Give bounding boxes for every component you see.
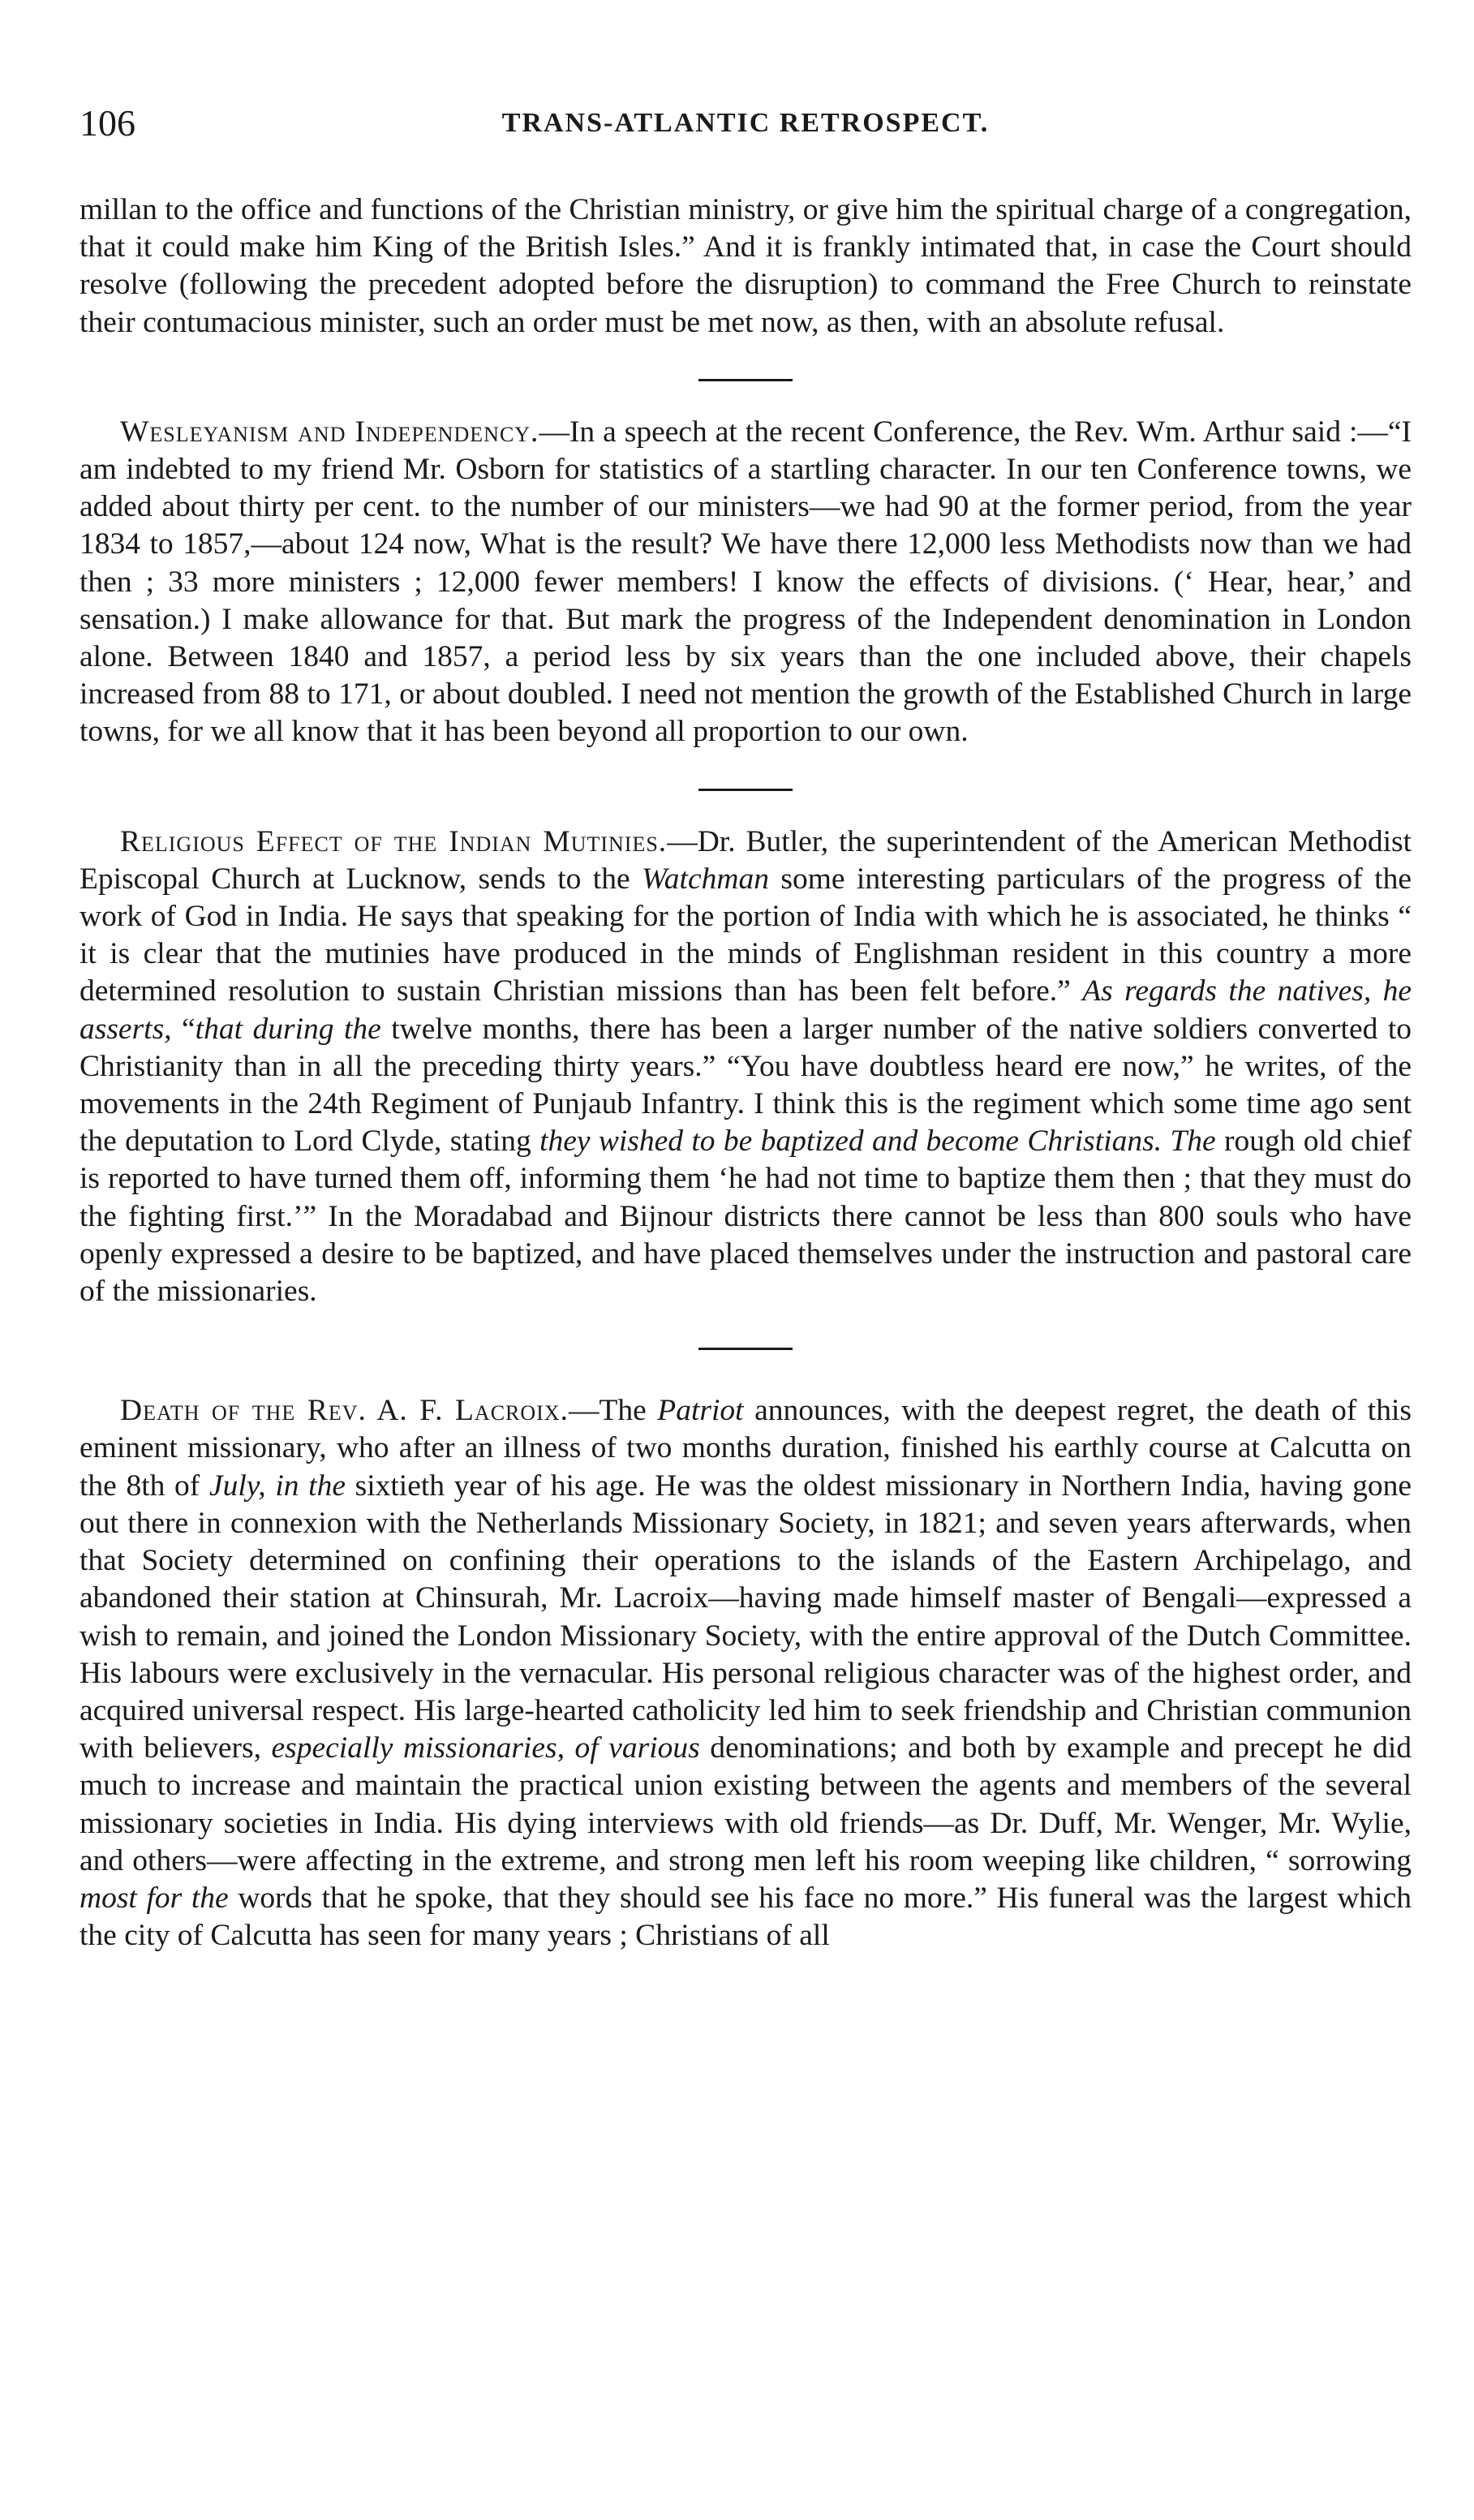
mutinies-italic-3: they wished to be baptized and become Christians. The xyxy=(539,1125,1216,1159)
mutinies-text-e: rough old chief is reported to have turned them off, informing them ‘he had not time to baptize them then ; that they must do the fighting first.’” In the Moradabad and Bijnour districts there cannot be less than 800 souls who have openly expressed a desire to be baptized, and have placed themselves under the instruction and pastoral care of the missionaries. xyxy=(80,1125,1412,1309)
lacroix-july: July, in the xyxy=(208,1469,346,1503)
mutinies-italic-2: that during the xyxy=(195,1012,381,1046)
page-header xyxy=(80,99,1412,148)
lacroix-paragraph xyxy=(80,1392,1412,1955)
section-divider xyxy=(698,1348,793,1350)
lacroix-text-e: words that he spoke, that they should see his face no more.” His funeral was the largest which the city of Calcutta has seen for many years ; Christians of all xyxy=(80,1881,1412,1953)
lacroix-heading: Death of the Rev. A. F. Lacroix. xyxy=(120,1394,569,1428)
lacroix-text-b: announces, with the deepest regret, the death of this eminent missionary, who after an illness of two months duration, finished his earthly course at Calcutta on the 8th of xyxy=(80,1394,1412,1503)
running-head: TRANS-ATLANTIC RETROSPECT. xyxy=(501,108,990,138)
mutinies-paragraph xyxy=(80,824,1412,1311)
lacroix-text-d: denominations; and both by example and precept he did much to increase and maintain the practical union existing between the agents and members of the several missionary societies in India. His dying interviews with old friends—as Dr. Duff, Mr. Wenger, Mr. Wylie, and others—were affecting in the extreme, and strong men left his room weeping like children, “ sorrowing xyxy=(80,1731,1412,1877)
mutinies-text-d: twelve months, there has been a larger number of the native soldiers converted to Christianity than in all the preceding thirty years.” “You have doubtless heard ere now,” he writes, of the movements in the 24th Regiment of Punjaub Infantry. I think this is the regiment which some time ago sent the deputation to Lord Clyde, stating xyxy=(80,1012,1412,1159)
page-body xyxy=(80,191,1412,1955)
lacroix-text-a: —The xyxy=(568,1394,658,1428)
lacroix-italic-2: most for the xyxy=(80,1881,229,1915)
page-number: 106 xyxy=(80,102,135,144)
lacroix-text-c: sixtieth year of his age. He was the oldest missionary in Northern India, having gone out there in connexion with the Netherlands Missionary Society, in 1821; and seven years afterwards, when that Society determined on confining their operations to the islands of the Eastern Archipelago, and abandoned their station at Chinsurah, Mr. Lacroix—having made himself master of Bengali—expressed a wish to remain, and joined the London Missionary Society, with the entire approval of the Dutch Committee. His labours were exclusively in the vernacular. His personal religious character was of the highest order, and acquired universal respect. His large-hearted catholicity led him to seek friendship and Christian communion with believers, xyxy=(80,1469,1412,1765)
continuation-paragraph: millan to the office and functions of the Christian ministry, or give him the spiritual charge of a congregation, that it could make him King of the British Isles.” And it is frankly intimated that, in case the Court should resolve (following the precedent adopted before the disruption) to command the Free Church to reinstate their contumacious minister, such an order must be met now, as then, with an absolute refusal. xyxy=(80,193,1412,339)
watchman-title: Watchman xyxy=(642,862,769,896)
mutinies-italic-1: As regards the natives, he asserts, xyxy=(80,974,1412,1046)
patriot-title: Patriot xyxy=(657,1394,744,1428)
section-divider xyxy=(698,789,793,791)
mutinies-text-a: —Dr. Butler, the superintendent of the American Methodist Episcopal Church at Lucknow, sends to the xyxy=(80,824,1412,896)
section-divider xyxy=(698,379,793,381)
mutinies-text-b: some interesting particulars of the progress of the work of God in India. He says that speaking for the portion of India with which he is associated, he thinks “ it is clear that the mutinies have produced in the minds of Englishman resident in this country a more determined resolution to sustain Christian missions than has been felt before.” xyxy=(80,862,1412,1008)
wesleyanism-paragraph xyxy=(80,414,1412,751)
mutinies-heading: Religious Effect of the Indian Mutinies. xyxy=(120,824,668,858)
wesleyanism-heading: Wesleyanism and Independency. xyxy=(120,415,539,449)
mutinies-text-c: “ xyxy=(171,1012,196,1046)
wesleyanism-text: —In a speech at the recent Conference, the Rev. Wm. Arthur said :—“I am indebted to my friend Mr. Osborn for statistics of a startling character. In our ten Conference towns, we added about thirty per cent. to the number of our ministers—we had 90 at the former period, from the year 1834 to 1857,—about 124 now, What is the result? We have there 12,000 less Methodists now than we had then ; 33 more ministers ; 12,000 fewer members! I know the effects of divisions. (‘ Hear, hear,’ and sensation.) I make allowance for that. But mark the progress of the Independent denomination in London alone. Between 1840 and 1857, a period less by six years than the one included above, their chapels increased from 88 to 171, or about doubled. I need not mention the growth of the Established Church in large towns, for we all know that it has been beyond all proportion to our own. xyxy=(80,415,1412,749)
lacroix-italic-1: especially missionaries, of various xyxy=(271,1731,700,1765)
